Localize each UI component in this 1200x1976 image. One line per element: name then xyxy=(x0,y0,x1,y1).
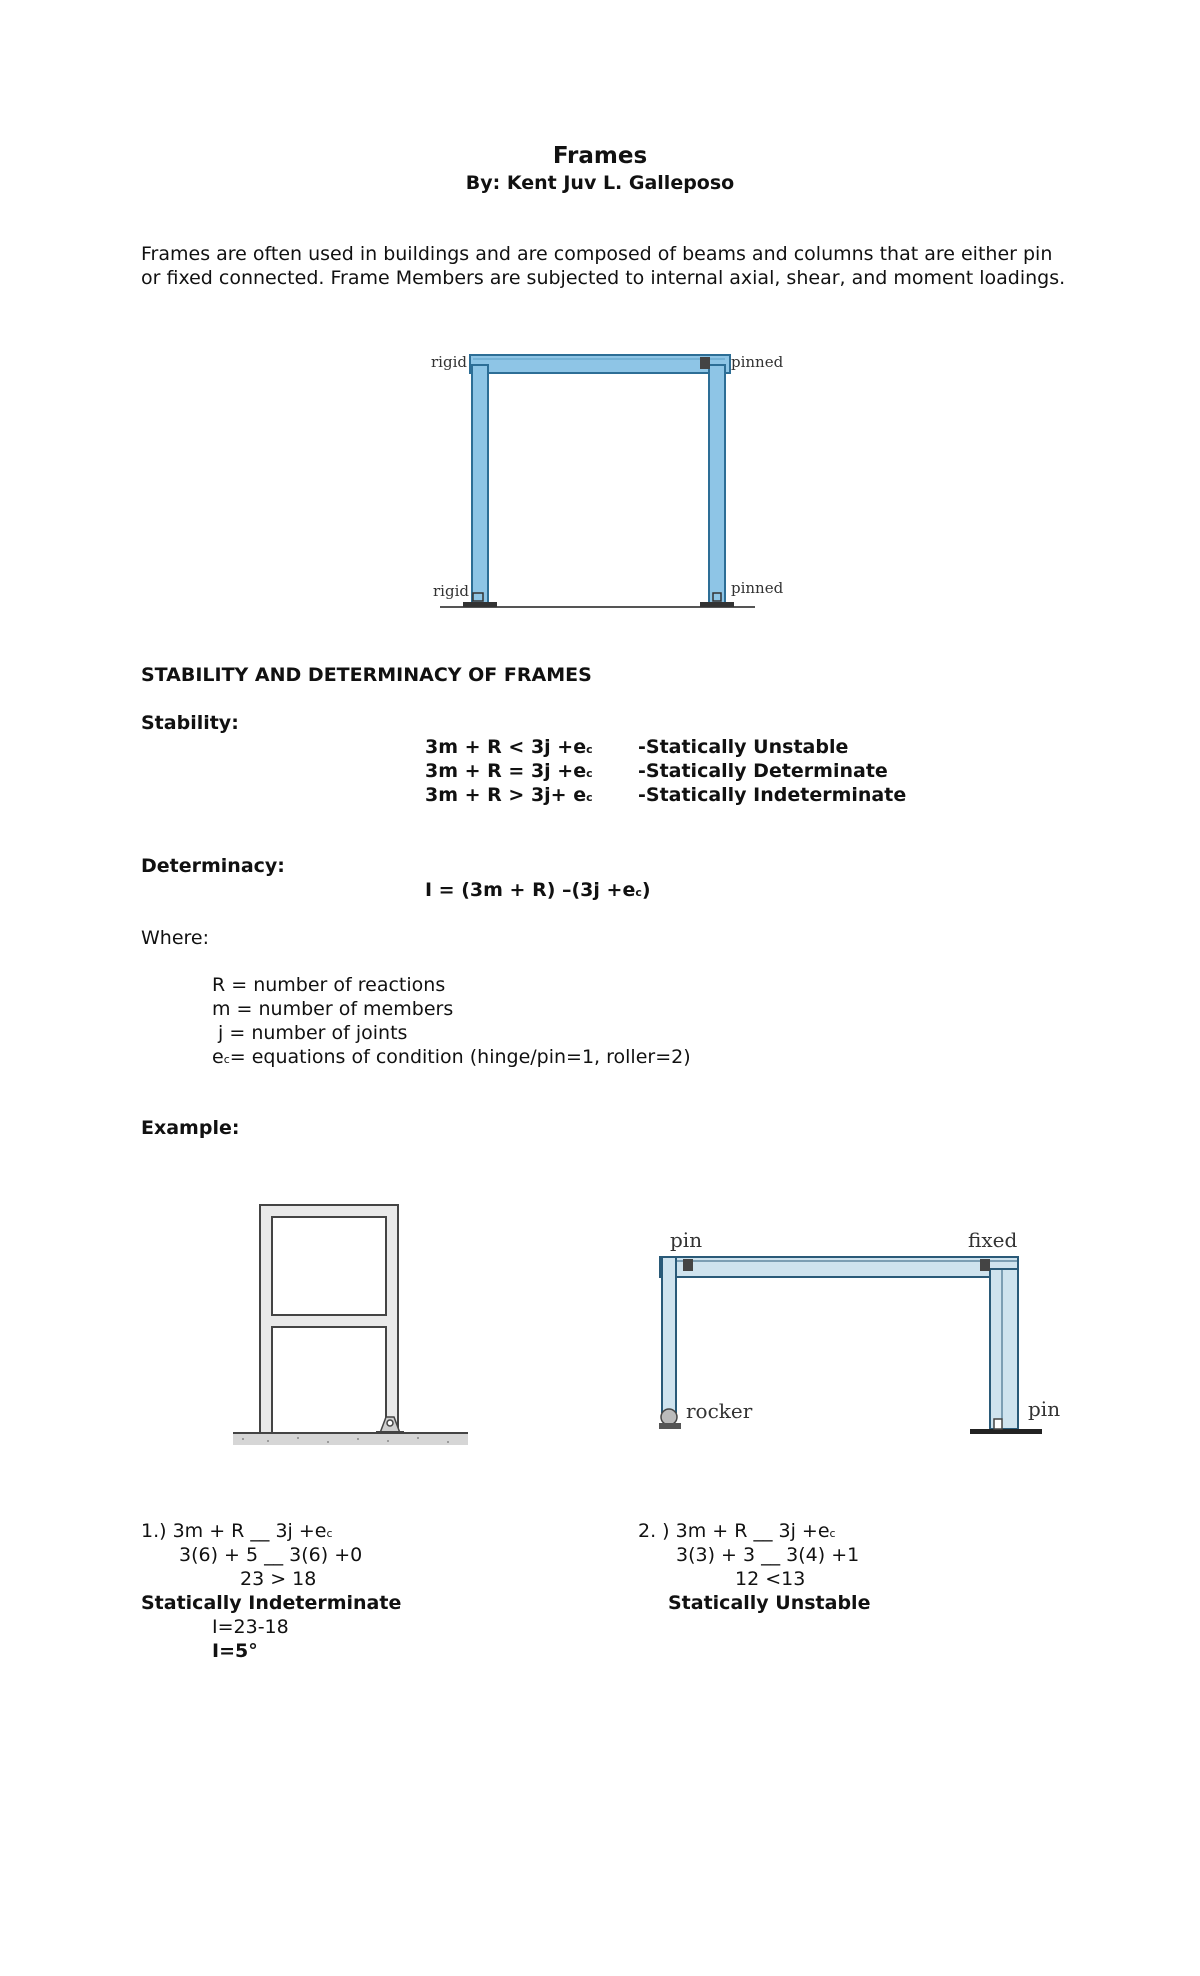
ground-base xyxy=(233,1433,468,1445)
determinacy-label: Determinacy: xyxy=(141,855,285,877)
lower-opening xyxy=(272,1327,386,1433)
example1-line3: 23 > 18 xyxy=(240,1568,317,1590)
upper-opening xyxy=(272,1217,386,1315)
definition-j: j = number of joints xyxy=(212,1022,408,1044)
example1-line5: I=23-18 xyxy=(212,1616,289,1638)
beam xyxy=(660,1257,1018,1277)
portal-frame-figure xyxy=(425,345,785,615)
label-rigid-bottom: rigid xyxy=(433,582,469,600)
example2-line1: 2. ) 3m + R __ 3j +ec xyxy=(638,1520,836,1542)
determinacy-formula: I = (3m + R) –(3j +ec) xyxy=(425,879,651,901)
label-pin-top: pin xyxy=(670,1228,703,1252)
frame-left-column xyxy=(472,365,488,605)
rocker-frame-figure xyxy=(650,1225,1070,1445)
two-story-frame-figure xyxy=(228,1195,478,1475)
stability-result-3: -Statically Indeterminate xyxy=(638,784,907,806)
example2-line2: 3(3) + 3 __ 3(4) +1 xyxy=(676,1544,860,1566)
stability-result-2: -Statically Determinate xyxy=(638,760,888,782)
label-rocker: rocker xyxy=(686,1399,753,1423)
rocker-support xyxy=(661,1409,677,1425)
example2-line3: 12 <13 xyxy=(735,1568,806,1590)
label-rigid-top: rigid xyxy=(431,353,467,371)
author-line: By: Kent Juv L. Galleposo xyxy=(465,172,735,194)
section-heading: STABILITY AND DETERMINACY OF FRAMES xyxy=(141,664,592,686)
label-pinned-top: pinned xyxy=(731,353,784,371)
example1-result: Statically Indeterminate xyxy=(141,1592,402,1614)
pin-marker-top xyxy=(700,357,710,369)
right-column xyxy=(990,1269,1018,1429)
stability-equation-2: 3m + R = 3j +ec xyxy=(425,760,593,782)
label-fixed: fixed xyxy=(968,1228,1018,1252)
pin-support-base xyxy=(970,1429,1042,1434)
example1-line2: 3(6) + 5 __ 3(6) +0 xyxy=(179,1544,363,1566)
stability-result-1: -Statically Unstable xyxy=(638,736,849,758)
definition-r: R = number of reactions xyxy=(212,974,446,996)
example1-line6: I=5° xyxy=(212,1640,258,1662)
frame-right-column xyxy=(709,365,725,605)
definition-ec: ec= equations of condition (hinge/pin=1, roller=2) xyxy=(212,1046,691,1068)
left-column xyxy=(662,1257,676,1412)
stability-label: Stability: xyxy=(141,712,239,734)
label-pin-bottom: pin xyxy=(1028,1397,1061,1421)
example1-line1: 1.) 3m + R __ 3j +ec xyxy=(141,1520,333,1542)
example2-result: Statically Unstable xyxy=(668,1592,871,1614)
page-title: Frames xyxy=(552,143,648,169)
intro-paragraph: Frames are often used in buildings and are composed of beams and columns that are either pin or fixed connected. Frame Members are subjected to internal axial, shear, and moment loadings. xyxy=(141,243,1066,289)
example-label: Example: xyxy=(141,1117,240,1139)
where-label: Where: xyxy=(141,927,210,949)
stability-equation-3: 3m + R > 3j+ ec xyxy=(425,784,593,806)
label-pinned-bottom: pinned xyxy=(731,579,784,597)
definition-m: m = number of members xyxy=(212,998,454,1020)
frame-beam xyxy=(470,355,730,373)
stability-equation-1: 3m + R < 3j +ec xyxy=(425,736,593,758)
